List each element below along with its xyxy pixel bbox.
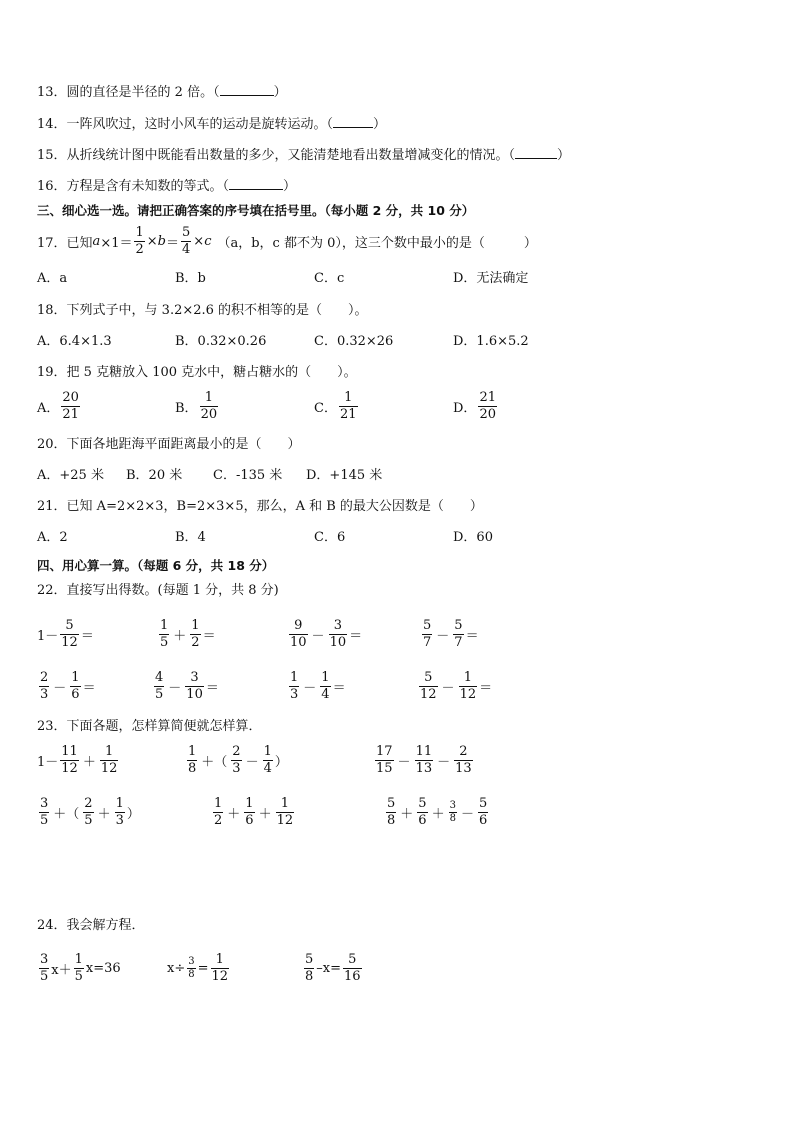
option-b[interactable]: B．4 — [175, 530, 206, 545]
question-24-text: 24．我会解方程． — [37, 918, 145, 933]
question-13 — [37, 83, 287, 102]
option-b[interactable]: B．b — [175, 271, 206, 286]
option-c[interactable]: C．c — [314, 271, 345, 286]
option-c[interactable]: C．6 — [314, 530, 346, 545]
option-d[interactable]: D．60 — [453, 530, 493, 545]
question-16 — [37, 177, 296, 196]
var-a: a — [92, 234, 101, 249]
option-d[interactable]: D．无法确定 — [453, 271, 529, 286]
expression: $\frac{2}{3}$ － $\frac{1}{6}$ ＝ — [40, 670, 96, 702]
option-d[interactable]: D．+145 米 — [306, 468, 383, 483]
expression: $\frac{5}{7}$ － $\frac{5}{7}$ ＝ — [423, 618, 479, 650]
option-b[interactable]: B．0.32×0.26 — [175, 334, 267, 349]
option-a[interactable]: A． $\frac{20}{21}$ — [37, 390, 79, 422]
paren-close: ） — [373, 117, 387, 132]
var-c: c — [204, 234, 212, 249]
option-d[interactable]: D． $\frac{21}{20}$ — [453, 390, 496, 422]
answer-blank[interactable] — [333, 115, 373, 128]
fraction: $\frac{5}{4}$ — [182, 225, 191, 257]
question-17-suffix: （a，b，c 都不为 0），这三个数中最小的是（ ） — [217, 236, 537, 251]
expression: $\frac{1}{3}$ － $\frac{1}{4}$ ＝ — [290, 670, 346, 702]
expression: $\frac{4}{5}$ － $\frac{3}{10}$ ＝ — [155, 670, 219, 702]
option-b[interactable]: B．20 米 — [126, 468, 183, 483]
expression: $\frac{9}{10}$ － $\frac{3}{10}$ ＝ — [290, 618, 363, 650]
question-13-text: 13．圆的直径是半径的 2 倍。（ — [37, 85, 220, 100]
expression: $\frac{1}{5}$ ＋ $\frac{1}{2}$ ＝ — [160, 618, 216, 650]
question-15-text: 15．从折线统计图中既能看出数量的多少，又能清楚地看出数量增减变化的情况。（ — [37, 148, 516, 163]
question-17-prefix: 17．已知 — [37, 236, 93, 251]
fraction: $\frac{1}{21}$ — [339, 390, 357, 422]
fraction: $\frac{21}{20}$ — [479, 390, 496, 422]
var-b: b — [157, 234, 166, 249]
equation: $\frac{5}{8}$ –x= $\frac{5}{16}$ — [305, 952, 361, 984]
expression: $\frac{17}{15}$ － $\frac{11}{13}$ － $\frac{2}{13}$ — [376, 744, 472, 776]
option-c[interactable]: C．0.32×26 — [314, 334, 394, 349]
option-a[interactable]: A．6.4×1.3 — [37, 334, 112, 349]
answer-blank[interactable] — [515, 146, 557, 159]
question-21-text: 21．已知 A=2×2×3，B=2×3×5，那么，A 和 B 的最大公因数是（ ） — [37, 499, 483, 514]
section-4-title: 四、用心算一算。（每题 6 分，共 18 分） — [37, 558, 275, 573]
fraction: $\frac{20}{21}$ — [62, 390, 79, 422]
section-3-title: 三、细心选一选。请把正确答案的序号填在括号里。（每小题 2 分，共 10 分） — [37, 203, 475, 218]
question-22-text: 22．直接写出得数。(每题 1 分，共 8 分) — [37, 583, 279, 598]
expression: 1－ $\frac{11}{12}$ ＋ $\frac{1}{12}$ — [37, 744, 118, 776]
expression: $\frac{1}{8}$ ＋（ $\frac{2}{3}$ － $\frac{1}{4}$ ） — [188, 744, 288, 776]
answer-blank[interactable] — [229, 177, 283, 190]
fraction: $\frac{1}{20}$ — [200, 390, 218, 422]
option-d[interactable]: D．1.6×5.2 — [453, 334, 529, 349]
answer-blank[interactable] — [220, 83, 274, 96]
question-23-text: 23．下面各题，怎样算简便就怎样算． — [37, 719, 262, 734]
option-b[interactable]: B． $\frac{1}{20}$ — [175, 390, 218, 422]
question-15 — [37, 146, 570, 165]
equation: x÷ $\frac{3}{8}$ = $\frac{1}{12}$ — [167, 952, 229, 984]
expression: $\frac{1}{2}$ ＋ $\frac{1}{6}$ ＋ $\frac{1}{12}$ — [214, 796, 294, 828]
option-c[interactable]: C． $\frac{1}{21}$ — [314, 390, 357, 422]
paren-close: ） — [557, 148, 571, 163]
question-17: 17．已知 a ×1＝ $\frac{1}{2}$ × b ＝ $\frac{5}{4}$ × c （a，b，c 都不为 0），这三个数中最小的是（ ） — [37, 225, 537, 257]
paren-close: ） — [273, 85, 287, 100]
expression: $\frac{3}{5}$ ＋（ $\frac{2}{5}$ ＋ $\frac{1}{3}$ ） — [40, 796, 140, 828]
times-one: ×1＝ — [100, 236, 133, 251]
option-c[interactable]: C．-135 米 — [213, 468, 283, 483]
expression: $\frac{5}{8}$ ＋ $\frac{5}{6}$ ＋ $\frac{3}{8}$ － $\frac{5}{6}$ — [387, 796, 488, 828]
option-a[interactable]: A．2 — [37, 530, 68, 545]
expression: 1－ $\frac{5}{12}$ ＝ — [37, 618, 94, 650]
question-16-text: 16．方程是含有未知数的等式。（ — [37, 179, 230, 194]
fraction: $\frac{1}{2}$ — [135, 225, 144, 257]
question-20-text: 20．下面各地距海平面距离最小的是（ ） — [37, 437, 301, 452]
question-18-text: 18．下列式子中，与 3.2×2.6 的积不相等的是（ ）。 — [37, 303, 368, 318]
option-a[interactable]: A．a — [37, 271, 68, 286]
question-14 — [37, 115, 386, 134]
question-14-text: 14．一阵风吹过，这时小风车的运动是旋转运动。（ — [37, 117, 334, 132]
equation: $\frac{3}{5}$ x＋ $\frac{1}{5}$ x=36 — [40, 952, 121, 984]
option-a[interactable]: A．+25 米 — [37, 468, 104, 483]
question-19-text: 19．把 5 克糖放入 100 克水中，糖占糖水的（ ）。 — [37, 365, 357, 380]
expression: $\frac{5}{12}$ － $\frac{1}{12}$ ＝ — [420, 670, 493, 702]
paren-close: ） — [283, 179, 297, 194]
